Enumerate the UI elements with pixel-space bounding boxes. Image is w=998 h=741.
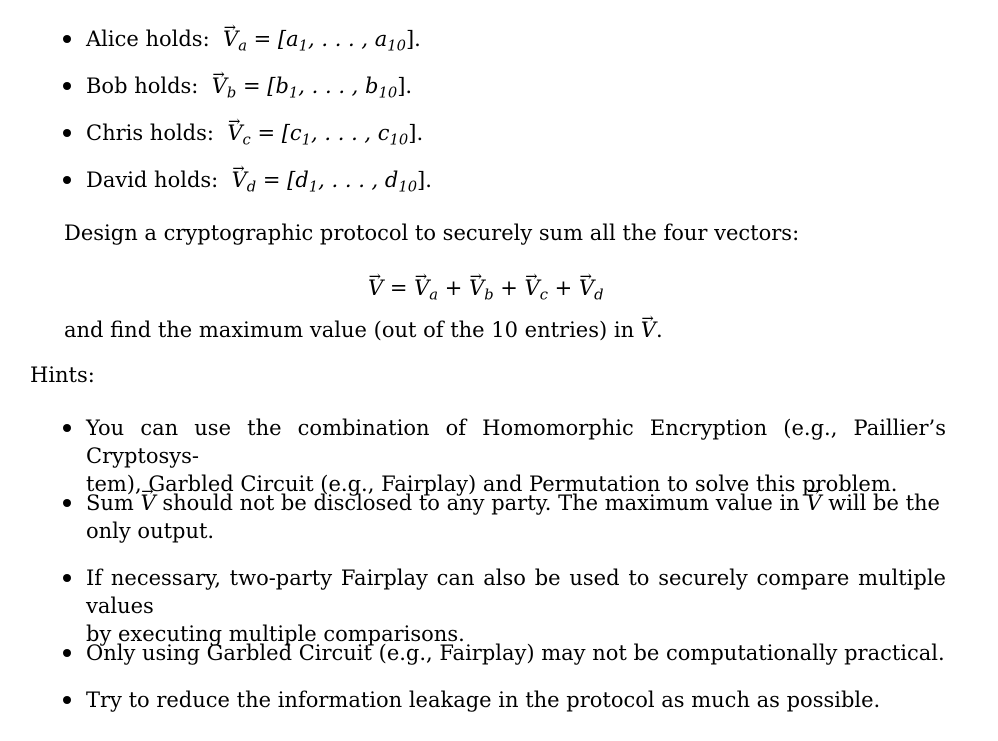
holder-label: David holds: [86,168,219,192]
holder-bob: Bob holds: → $V_b = [b_1$, . . . , $b_{10}$]. [86,72,412,107]
find-max-paragraph: and find the maximum value (out of the 10 entries) in → V. [64,316,663,344]
vector-symbol: → V [227,119,242,147]
bullet-hint-5 [63,696,71,704]
bullet-hint-3 [63,574,71,582]
holder-david: David holds: → $V_d = [d_1$, . . . , $d_{10}$]. [86,166,432,201]
hint-item-5: Try to reduce the information leakage in the protocol as much as possible. [86,688,881,712]
bullet-bob [63,82,71,90]
holder-label: Bob holds: [86,74,199,98]
holder-chris: Chris holds: → $V_c = [c_1$, . . . , $c_{10}$]. [86,119,423,154]
holder-label: Chris holds: [86,121,214,145]
hints-heading: Hints: [30,363,95,387]
bullet-hint-2 [63,499,71,507]
bullet-hint-1 [63,424,71,432]
bullet-chris [63,129,71,137]
vector-symbol: → V [212,72,227,100]
hint-item-4: Only using Garbled Circuit (e.g., Fairplay) may not be computationally practical. [86,641,945,665]
vector-symbol: → V [232,166,247,194]
vector-symbol: → V [641,316,656,344]
bullet-hint-4 [63,649,71,657]
hint-item-2: Sum → V should not be disclosed to any party. The maximum value in → V will be the only output. [86,489,946,545]
hint-item-3: If necessary, two-party Fairplay can also be used to securely compare multiple values by executing multiple comparisons. [86,566,946,646]
sum-equation: → V = → $V_a$ + → $V_b$ + → $V_c$ + → $V_d$ [368,274,603,309]
hint-item-1: You can use the combination of Homomorphic Encryption (e.g., Paillier’s Cryptosys- tem), Garbled Circuit (e.g., Fairplay) and Permutation to solve this problem. [86,416,946,496]
bullet-alice [63,35,71,43]
vector-symbol: → V [141,489,156,517]
design-paragraph: Design a cryptographic protocol to securely sum all the four vectors: [64,221,800,245]
bullet-david [63,176,71,184]
holder-label: Alice holds: [86,27,210,51]
vector-symbol: → V [806,489,821,517]
holder-alice: Alice holds: → $V_a = [a_1$, . . . , $a_{10}$]. [86,25,421,60]
vector-symbol: → V [368,274,383,302]
vector-symbol: → V [223,25,238,53]
